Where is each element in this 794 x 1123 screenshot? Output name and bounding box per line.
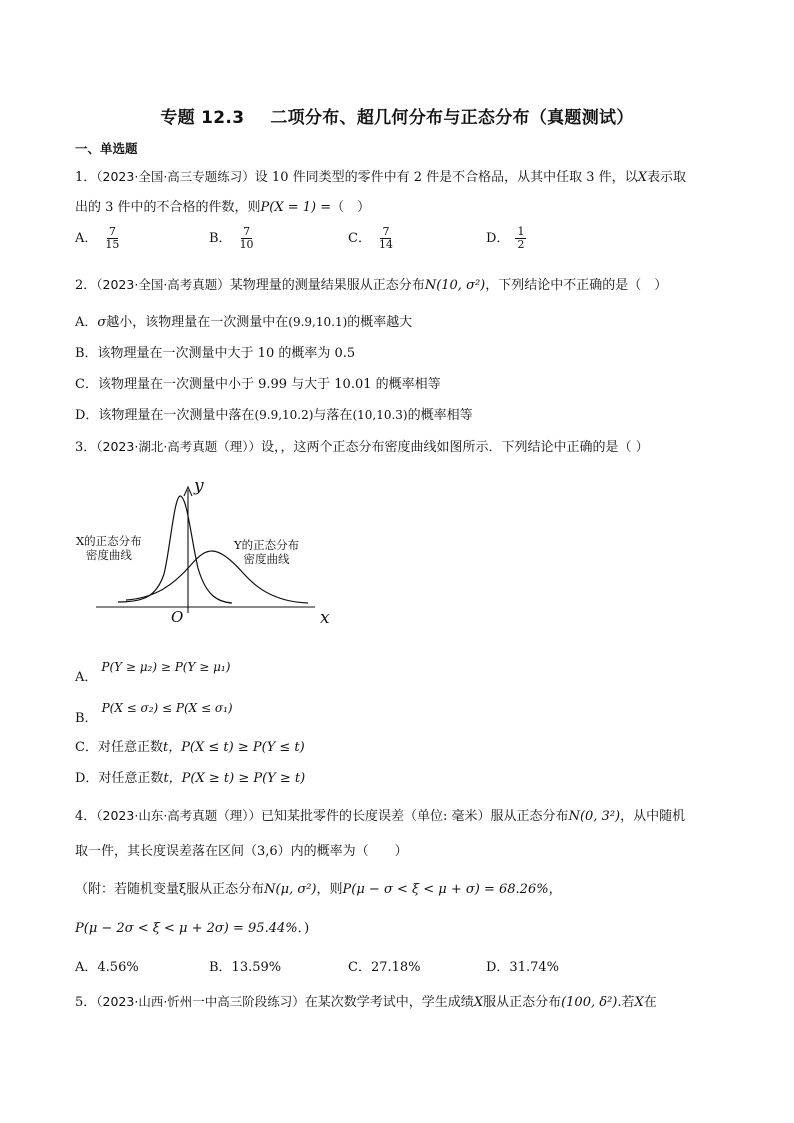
question-2-option-b: B．该物理量在一次测量中大于 10 的概率为 0.5 xyxy=(75,346,356,361)
option-c: C． $\frac{7}{14}$ xyxy=(348,225,393,251)
x-curve-label: X的正态分布 密度曲线 xyxy=(76,534,142,562)
y-axis-label: y xyxy=(194,476,204,496)
question-2-option-a: A．σ越小，该物理量在一次测量中在(9.9,10.1)的概率越大 xyxy=(75,315,413,330)
question-source: （2023·湖北·高考真题（理）） xyxy=(96,439,262,454)
question-3-option-c: C．对任意正数t，P(X ≤ t) ≥ P(Y ≤ t) xyxy=(75,740,305,755)
fraction: $\frac{7}{10}$ xyxy=(239,225,254,251)
question-3-line-1: 3．（2023·湖北·高考真题（理））设，，这两个正态分布密度曲线如图所示．下列结论中正确的是（ ） xyxy=(75,439,649,455)
y-curve-label: Y的正态分布 密度曲线 xyxy=(234,538,300,566)
section-heading: 一、单选题 xyxy=(75,141,138,156)
question-1-line-2: 出的 3 件中的不合格的件数，则P(X = 1) =（ ） xyxy=(75,200,371,215)
question-4-line-2: 取一件，其长度误差落在区间（3,6）内的概率为（ ） xyxy=(75,844,408,859)
question-2-line-1: 2．（2023·全国·高考真题）某物理量的测量结果服从正态分布N(10, σ²)，下列结论中不正确的是（ ） xyxy=(75,277,668,293)
fraction: $\frac{1}{2}$ xyxy=(517,225,525,251)
option-c: C．27.18% xyxy=(348,960,421,975)
question-2-option-d: D．该物理量在一次测量中落在(9.9,10.2)与落在(10,10.3)的概率相等 xyxy=(75,408,473,423)
title-number: 专题 12.3 xyxy=(160,108,245,128)
question-4-line-1: 4．（2023·山东·高考真题（理））已知某批零件的长度误差（单位: 毫米）服从正态分布N(0, 3²)，从中随机 xyxy=(75,808,686,824)
question-source: （2023·全国·高三专题练习） xyxy=(96,169,255,184)
page-title xyxy=(0,103,794,128)
question-2-option-c: C．该物理量在一次测量中小于 9.99 与大于 10.01 的概率相等 xyxy=(75,377,441,392)
option-b: B．13.59% xyxy=(209,960,282,975)
formula: N(0, 3²) xyxy=(568,809,621,824)
origin-label: O xyxy=(171,608,184,626)
question-3-option-a: A．P(Y ≥ μ₂) ≥ P(Y ≥ μ₁) xyxy=(75,660,231,685)
option-a: A． $\frac{7}{15}$ xyxy=(75,225,120,251)
question-4-options xyxy=(75,956,715,976)
question-1-options xyxy=(75,226,715,256)
question-source: （2023·山西·忻州一中高三阶段练习） xyxy=(96,994,305,1009)
formula: (100, δ²) xyxy=(561,995,618,1010)
question-1-line-1: 1．（2023·全国·高三专题练习）设 10 件同类型的零件中有 2 件是不合格品，从其中任取 3 件，以X表示取 xyxy=(75,169,686,185)
question-3-option-d: D．对任意正数t，P(X ≥ t) ≥ P(Y ≥ t) xyxy=(75,771,306,786)
question-source: （2023·山东·高考真题（理）） xyxy=(96,808,262,823)
question-3-option-b: B．P(X ≤ σ₂) ≤ P(X ≤ σ₁) xyxy=(75,701,233,726)
x-axis-label: x xyxy=(320,608,330,628)
option-d: D． $\frac{1}{2}$ xyxy=(486,225,525,251)
formula: N(10, σ²) xyxy=(424,278,486,293)
title-text: 二项分布、超几何分布与正态分布（真题测试） xyxy=(270,108,634,128)
fraction: $\frac{7}{15}$ xyxy=(105,225,120,251)
question-4-line-4: P(μ − 2σ < ξ < μ + 2σ) = 95.44%．) xyxy=(75,921,310,936)
option-a: A．4.56% xyxy=(75,960,139,975)
option-b: B． $\frac{7}{10}$ xyxy=(209,225,254,251)
option-d: D．31.74% xyxy=(486,960,559,975)
normal-curves-figure xyxy=(70,478,340,628)
formula: P(X = 1) = xyxy=(260,200,332,215)
question-4-line-3: （附：若随机变量ξ服从正态分布N(μ, σ²)，则P(μ − σ < ξ < μ + σ) = 68.26%， xyxy=(75,882,562,897)
fraction: $\frac{7}{14}$ xyxy=(378,225,393,251)
question-source: （2023·全国·高考真题） xyxy=(96,277,230,292)
question-5-line-1: 5．（2023·山西·忻州一中高三阶段练习）在某次数学考试中，学生成绩X服从正态分布(100, δ²).若X在 xyxy=(75,994,657,1010)
